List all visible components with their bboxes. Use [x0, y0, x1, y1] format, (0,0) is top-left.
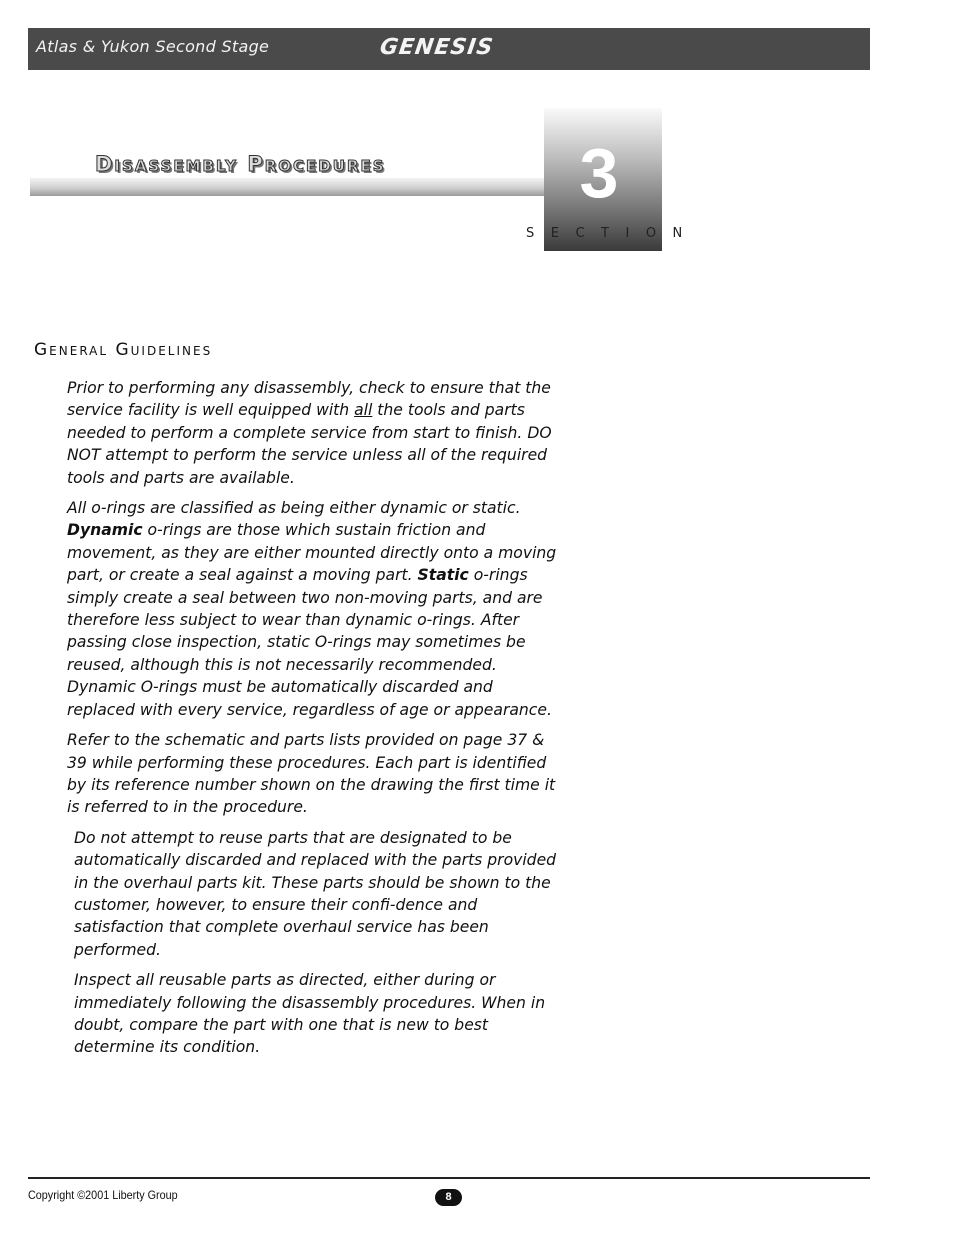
- section-number: 3: [579, 134, 619, 212]
- page-number: 8: [435, 1189, 462, 1206]
- section-label: SECTION: [526, 226, 699, 241]
- emphasis-all: all: [354, 401, 373, 420]
- paragraph-text: o-rings are those which sustain friction and movement, as they are either mounted directly onto a moving part, or create a seal against a moving part.: [67, 521, 557, 585]
- paragraph-text: the tools and parts needed to perform a complete service from start to finish. DO NOT attempt to perform the service unless all of the required tools and parts are available.: [67, 401, 552, 487]
- footer-rule: [28, 1177, 870, 1179]
- subheading-general-guidelines: General Guidelines: [34, 340, 213, 360]
- brand-logo: GENESIS: [378, 35, 496, 60]
- header-bar: [28, 28, 870, 70]
- header-subtitle: Atlas & Yukon Second Stage: [36, 37, 270, 56]
- copyright: Copyright ©2001 Liberty Group: [28, 1188, 178, 1202]
- body-text: [67, 377, 559, 1067]
- term-static: Static: [417, 566, 469, 585]
- paragraph-text: Prior to performing any disassembly, check to ensure that the service facility is well equipped with: [67, 379, 551, 420]
- paragraph-schematic: Refer to the schematic and parts lists provided on page 37 & 39 while performing these procedures. Each part is identified by its reference number shown on the drawing the first time it is referred to in the procedure.: [67, 731, 556, 817]
- title-band: [30, 178, 544, 196]
- paragraph-tools: [67, 377, 559, 489]
- paragraph-orings: [67, 497, 559, 721]
- paragraph-text: All o-rings are classified as being either dynamic or static.: [67, 499, 521, 518]
- paragraph-discard: Do not attempt to reuse parts that are designated to be automatically discarded and replaced with the parts provided in the overhaul parts kit. These parts should be shown to the customer, however, to ensure their confi-dence and satisfaction that complete overhaul service has been performed.: [74, 828, 557, 959]
- paragraph-inspect: Inspect all reusable parts as directed, either during or immediately following the disassembly procedures. When in doubt, compare the part with one that is new to best determine its condition.: [74, 971, 546, 1057]
- term-dynamic: Dynamic: [67, 521, 143, 540]
- paragraph-text: o-rings simply create a seal between two non-moving parts, and are therefore less subject to wear than dynamic o-rings. After passing close inspection, static O-rings may sometimes be reused, although this is not necessarily recommended. Dynamic O-rings must be automatically discarded and replaced with every service, regardless of age or appearance.: [67, 566, 552, 719]
- section-title: Disassembly Procedures: [95, 152, 386, 176]
